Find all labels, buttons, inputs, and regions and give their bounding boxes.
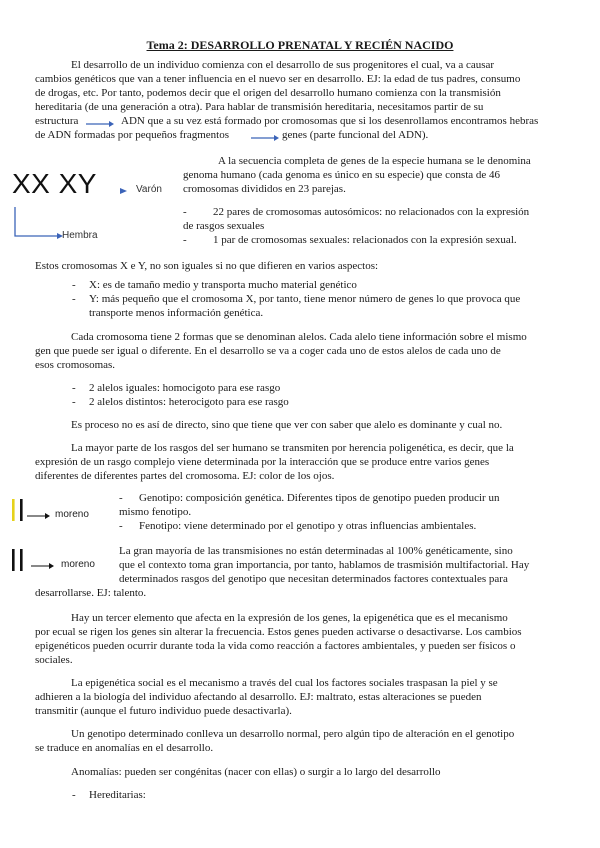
transm-line-3: determinados rasgos del genotipo que necesitan determinados factores contextuales para [119,573,508,585]
list-item: - 22 pares de cromosomas autosómicos: no relacionados con la expresión de rasgos sexuales [183,206,530,232]
transm-line-2: que el contexto toma gran importancia, por tanto, hablamos de trasmisión multifactorial. Hay [119,559,530,571]
xy-intro: Estos cromosomas X e Y, no son iguales si no que difieren en varios aspectos: [35,260,379,272]
list-item: - Genotipo: composición genética. Diferentes tipos de genotipo pueden producir un mismo fenotipo. [119,492,500,518]
arrow-icon [13,206,65,242]
genodet-line-2: se traduce en anomalías en el desarrollo. [35,742,214,754]
transm-line-4: desarrollarse. EJ: talento. [35,587,147,599]
genoma-line-1: A la secuencia completa de genes de la especie humana se le denomina [218,155,531,167]
list-item: - 2 alelos distintos: heterocigoto para ese rasgo [72,396,289,408]
intro-line-6a: de ADN formadas por pequeños fragmentos [35,129,229,141]
allele-label-a: moreno [55,509,89,520]
hembra-label: Hembra [62,230,98,241]
allele-label-b: moreno [61,559,95,570]
social-line-1: La epigenética social es el mecanismo a través del cual los factores sociales traspasan la piel y se [71,677,498,689]
intro-line-4: hereditaria (de una generación a otra). Para hablar de transmisión hereditaria, necesitamos partir de su [35,101,484,113]
genoma-line-2: genoma humano (cada genoma es único en su especie) que consta de 46 [183,169,501,181]
list-item: - X: es de tamaño medio y transporta mucho material genético [72,279,357,291]
list-item: - Hereditarias: [72,789,146,801]
list-item: - Y: más pequeño que el cromosoma X, por tanto, tiene menor número de genes lo que provoca que transporte menos información genética. [72,293,521,319]
list-item: - 2 alelos iguales: homocigoto para ese rasgo [72,382,281,394]
poligen-line-2: expresión de un rasgo complejo viene determinada por la interacción que se produce entre varios genes [35,456,490,468]
intro-line-5b: ADN que a su vez está formado por cromosomas que si los desenrollamos encontramos hebras [121,115,539,127]
epigen-line-2: por ecual se rigen los genes sin alterar la frecuencia. Estos genes pueden activarse o desactivarse. Los cambios [35,626,522,638]
page-title: Tema 2: DESARROLLO PRENATAL Y RECIÉN NACIDO [146,38,454,52]
transm-line-1: La gran mayoría de las transmisiones no están determinadas al 100% genéticamente, sino [119,545,513,557]
epigen-line-3: epigenéticos pueden ocurrir durante toda la vida como reacción a factores ambientales, y pueden ser físicos o [35,640,516,652]
arrow-icon [26,511,52,521]
list-item: - Fenotipo: viene determinado por el genotipo y otras influencias ambientales. [119,520,477,532]
anomalias-paragraph: Anomalías: pueden ser congénitas (nacer con ellas) o surgir a lo largo del desarrollo [71,766,441,778]
epigen-line-1: Hay un tercer elemento que afecta en la expresión de los genes, la epigenética que es el mecanismo [71,612,508,624]
social-line-2: adhieren a la biología del individuo afectando al desarrollo. EJ: maltrato, estas alteraciones se pueden [35,691,482,703]
arrow-icon [119,186,129,196]
alelos-line-2: gen que puede ser igual o diferente. En el desarrollo se va a coger cada uno de estos alelos de cada uno de [35,345,501,357]
poligen-line-3: diferentes de diferentes partes del cromosoma. EJ: color de los ojos. [35,470,335,482]
genoma-line-3: cromosomas divididos en 23 parejas. [183,183,346,195]
arrow-icon [250,132,280,142]
intro-line-2: cambios genéticos que van a tener influencia en el nuevo ser en desarrollo. EJ: la edad de tus padres, consumo [35,73,521,85]
varon-label: Varón [136,184,162,195]
list-item: - 1 par de cromosomas sexuales: relacionados con la expresión sexual. [183,234,517,246]
intro-line-6b: genes (parte funcional del ADN). [282,129,429,141]
alelos-line-1: Cada cromosoma tiene 2 formas que se denominan alelos. Cada alelo tiene información sobre el mismo [71,331,527,343]
poligen-line-1: La mayor parte de los rasgos del ser humano se transmiten por herencia poligenética, es decir, que la [71,442,514,454]
social-line-3: transmitir (aunque el futuro individuo puede desactivarla). [35,705,292,717]
directo-paragraph: Es proceso no es así de directo, sino que tiene que ver con saber que alelo es dominante y cual no. [71,419,503,431]
arrow-icon [85,118,115,128]
intro-line-1: El desarrollo de un individuo comienza con el desarrollo de sus progenitores el cual, va a causar [71,59,495,71]
chromosome-label: XX XY [12,168,97,199]
allele-mark-icon [10,498,26,524]
allele-mark-icon [10,548,26,574]
arrow-icon [30,561,56,571]
intro-line-3: de drogas, etc. Por tanto, podemos decir que el origen del desarrollo humano comienza con la transmisión [35,87,501,99]
genodet-line-1: Un genotipo determinado conlleva un desarrollo normal, pero algún tipo de alteración en el genotipo [71,728,515,740]
intro-line-5a: estructura [35,115,79,127]
alelos-line-3: esos cromosomas. [35,359,116,371]
epigen-line-4: sociales. [35,654,73,666]
